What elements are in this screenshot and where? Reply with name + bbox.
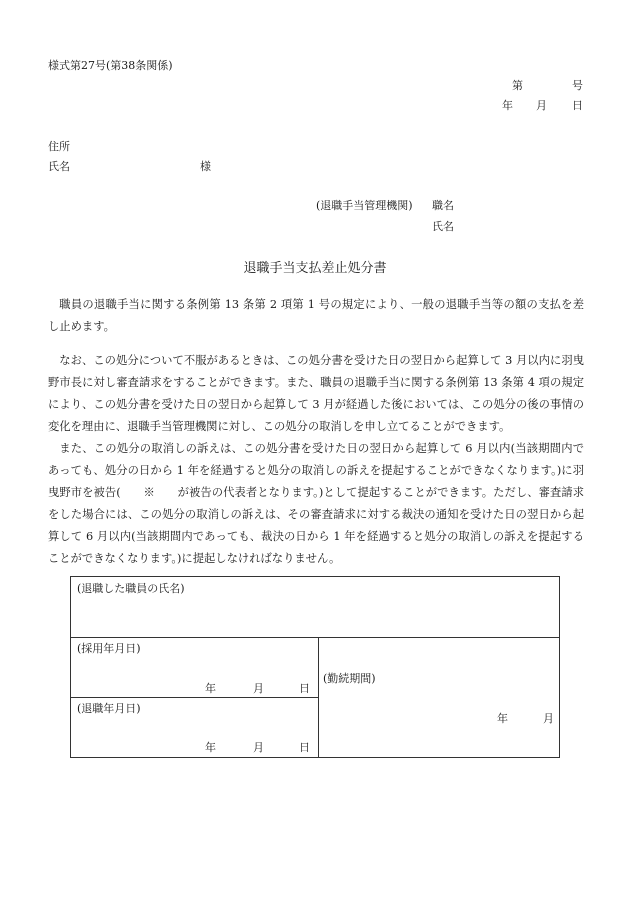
table-divider-left-row2: [71, 697, 318, 698]
hire-date-tsuki: 月: [253, 682, 264, 695]
retiree-info-table: [70, 576, 560, 758]
retire-date-hi: 日: [299, 741, 310, 754]
hire-date-hi: 日: [299, 682, 310, 695]
issuer-title-label: 職名: [432, 199, 454, 212]
hire-date-label: (採用年月日): [77, 642, 141, 655]
retire-date-label: (退職年月日): [77, 702, 141, 715]
honorific: 様: [200, 160, 211, 173]
service-period-tsuki: 月: [543, 712, 554, 725]
name-label: 氏名: [48, 160, 70, 173]
service-period-label: (勤続期間): [323, 672, 376, 685]
issuer-org-label: (退職手当管理機関): [316, 199, 413, 212]
doc-number-go: 号: [572, 79, 583, 92]
service-period-nen: 年: [497, 712, 508, 725]
document-title: 退職手当支払差止処分書: [243, 261, 387, 276]
body-paragraph-3: また、この処分の取消しの訴えは、この処分書を受けた日の翌日から起算して 6 月以内(当該期間内であっても、処分の日から 1 年を経過すると処分の取消しの訴えを提起することができなくなります。)に羽曳野市を被告( ※ が被告の代表者となります。)として提起することができます。ただし、審査請求をした場合には、この処分の取消しの訴えは、その審査請求に対する裁決の通知を受けた日の翌日から起算して 6 月以内(当該期間内であっても、裁決の日から 1 年を経過すると処分の取消しの訴えを提起することができなくなります。)に提起しなければなりません。: [48, 442, 584, 565]
table-divider-col: [318, 637, 319, 757]
date-tsuki: 月: [536, 99, 547, 112]
body-paragraph-1: 職員の退職手当に関する条例第 13 条第 2 項第 1 号の規定により、一般の退職手当等の額の支払を差し止めます。: [48, 298, 584, 333]
retiree-name-label: (退職した職員の氏名): [77, 582, 185, 595]
retire-date-nen: 年: [205, 741, 216, 754]
body-paragraph-2: なお、この処分について不服があるときは、この処分書を受けた日の翌日から起算して 3 月以内に羽曳野市長に対し審査請求をすることができます。また、職員の退職手当に関する条例第 13 条第 4 項の規定により、この処分書を受けた日の翌日から起算して 3 月が経過した後においては、この処分の後の事情の変化を理由に、退職手当管理機関に対し、この処分の取消しを申し立てることができます。: [48, 354, 584, 433]
date-hi: 日: [572, 99, 583, 112]
issuer-name-label: 氏名: [432, 220, 454, 233]
form-number: 様式第27号(第38条関係): [48, 59, 173, 72]
date-nen: 年: [502, 99, 513, 112]
hire-date-nen: 年: [205, 682, 216, 695]
table-divider-row1: [71, 637, 559, 638]
retire-date-tsuki: 月: [253, 741, 264, 754]
address-label: 住所: [48, 140, 70, 153]
doc-number-dai: 第: [512, 79, 523, 92]
